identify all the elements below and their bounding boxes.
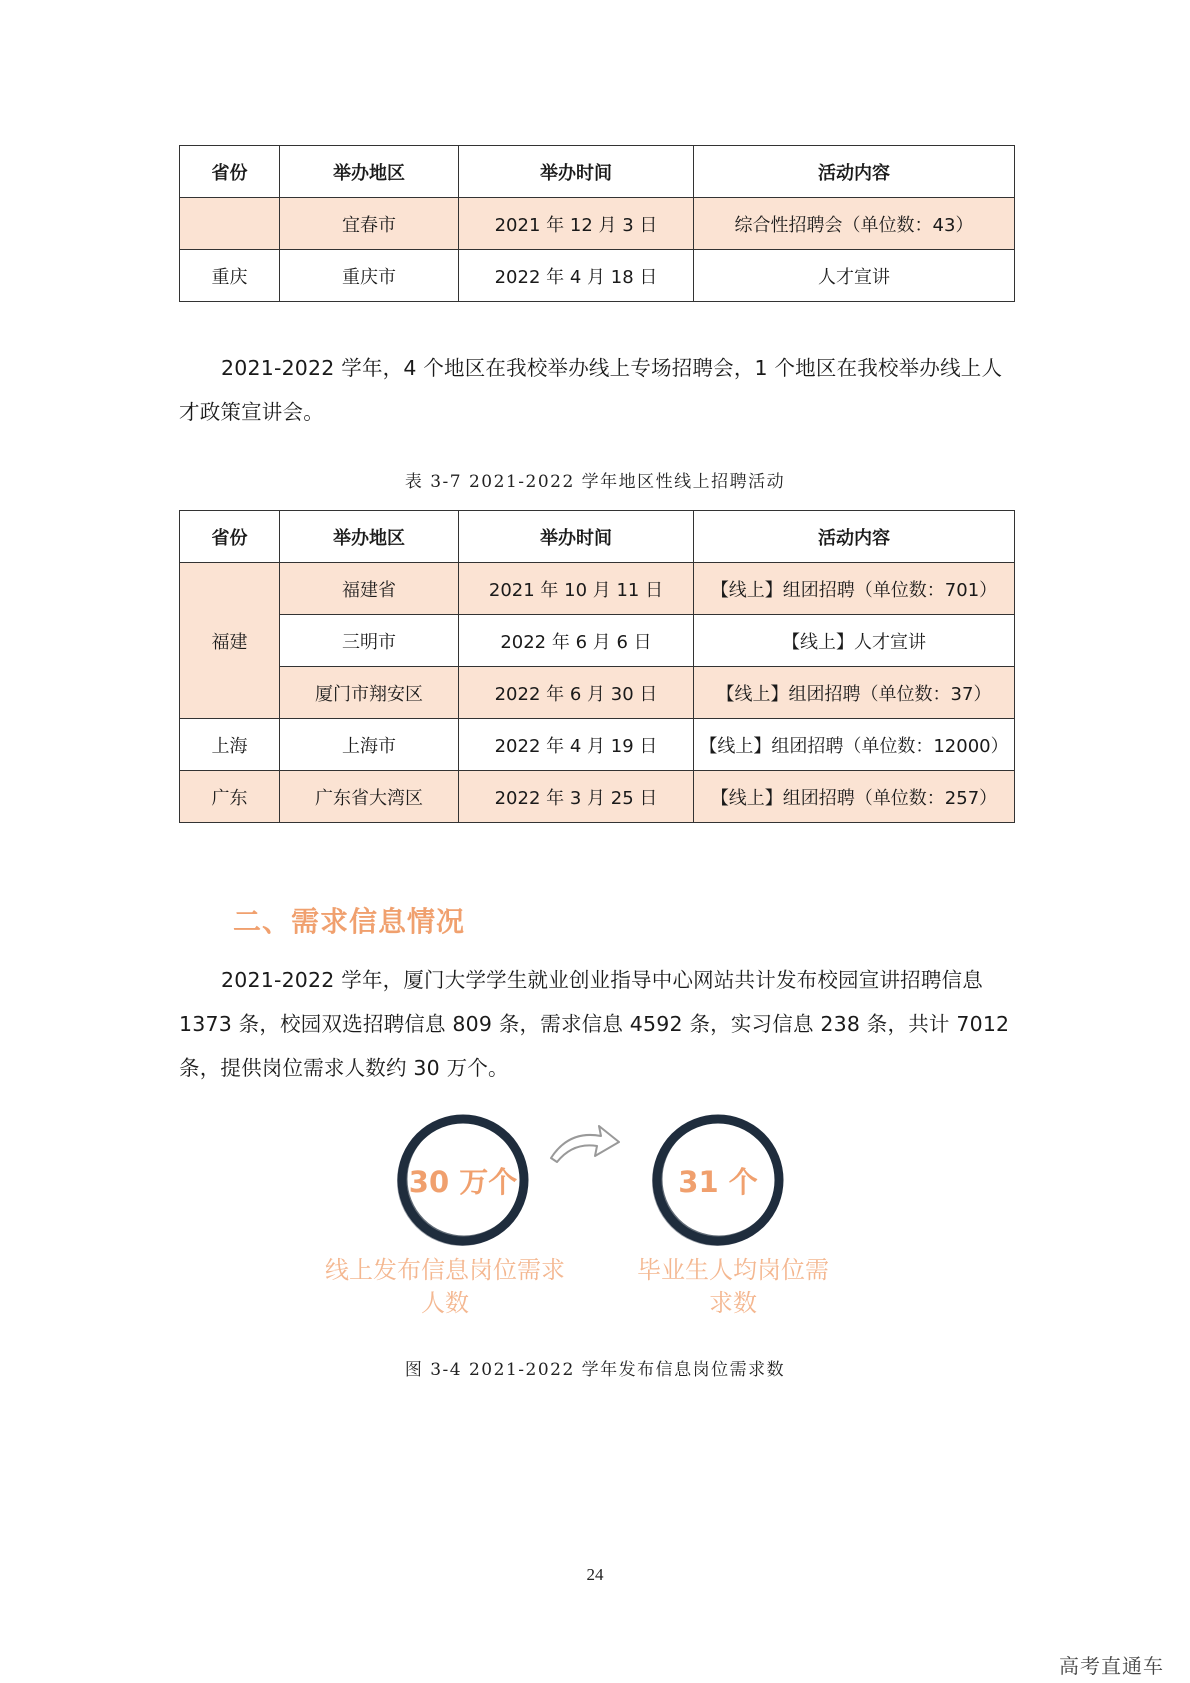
ring-value: 30 万个 <box>408 1164 518 1199</box>
ring-value: 31 个 <box>678 1164 758 1199</box>
header-content: 活动内容 <box>694 146 1015 198</box>
cell-region: 广东省大湾区 <box>280 771 459 823</box>
table-caption: 表 3-7 2021-2022 学年地区性线上招聘活动 <box>404 472 786 492</box>
table-row <box>180 250 1015 302</box>
cell-date: 2022 年 4 月 18 日 <box>459 250 694 302</box>
online-recruitment-table <box>179 510 1015 823</box>
ring-right-label: 毕业生人均岗位需求数 <box>637 1256 829 1317</box>
cell-content: 【线上】组团招聘（单位数：12000） <box>694 719 1015 771</box>
header-region: 举办地区 <box>280 511 459 563</box>
section-title: 二、需求信息情况 <box>233 905 466 938</box>
cell-content: 人才宣讲 <box>694 250 1015 302</box>
cell-region: 三明市 <box>280 615 459 667</box>
figure-caption: 图 3-4 2021-2022 学年发布信息岗位需求数 <box>404 1360 786 1380</box>
cell-content: 【线上】组团招聘（单位数：37） <box>694 667 1015 719</box>
curved-arrow-icon <box>545 1120 625 1166</box>
cell-date: 2021 年 10 月 11 日 <box>459 563 694 615</box>
table-row <box>180 563 1015 615</box>
cell-date: 2022 年 3 月 25 日 <box>459 771 694 823</box>
cell-content: 【线上】人才宣讲 <box>694 615 1015 667</box>
watermark: 高考直通车 <box>1059 1654 1164 1678</box>
cell-content: 【线上】组团招聘（单位数：701） <box>694 563 1015 615</box>
cell-region: 重庆市 <box>280 250 459 302</box>
cell-date: 2022 年 6 月 30 日 <box>459 667 694 719</box>
cell-province: 上海 <box>180 719 280 771</box>
cell-province: 重庆 <box>180 250 280 302</box>
cell-date: 2021 年 12 月 3 日 <box>459 198 694 250</box>
header-province: 省份 <box>180 511 280 563</box>
table-row <box>180 719 1015 771</box>
cell-content: 【线上】组团招聘（单位数：257） <box>694 771 1015 823</box>
table-row <box>180 615 1015 667</box>
table-row <box>180 198 1015 250</box>
activity-table-continued <box>179 145 1015 302</box>
paragraph-online-events: 2021-2022 学年，4 个地区在我校举办线上专场招聘会，1 个地区在我校举办线上人才政策宣讲会。 <box>179 356 1003 424</box>
ring-left-label: 线上发布信息岗位需求人数 <box>325 1256 565 1317</box>
table-header-row <box>180 146 1015 198</box>
cell-date: 2022 年 4 月 19 日 <box>459 719 694 771</box>
cell-region: 上海市 <box>280 719 459 771</box>
header-content: 活动内容 <box>694 511 1015 563</box>
header-date: 举办时间 <box>459 511 694 563</box>
header-date: 举办时间 <box>459 146 694 198</box>
cell-date: 2022 年 6 月 6 日 <box>459 615 694 667</box>
cell-province <box>180 198 280 250</box>
cell-province: 福建 <box>180 563 280 719</box>
table-row <box>180 771 1015 823</box>
ring-left <box>393 1110 533 1250</box>
cell-region: 宜春市 <box>280 198 459 250</box>
cell-region: 厦门市翔安区 <box>280 667 459 719</box>
paragraph-demand-info: 2021-2022 学年，厦门大学学生就业创业指导中心网站共计发布校园宣讲招聘信息 1373 条，校园双选招聘信息 809 条，需求信息 4592 条，实习信息 238 条，共计 7012 条，提供岗位需求人数约 30 万个。 <box>179 968 1010 1080</box>
cell-region: 福建省 <box>280 563 459 615</box>
cell-province: 广东 <box>180 771 280 823</box>
table-row <box>180 667 1015 719</box>
page-number: 24 <box>586 1565 604 1584</box>
ring-right <box>648 1110 788 1250</box>
table-header-row <box>180 511 1015 563</box>
cell-content: 综合性招聘会（单位数：43） <box>694 198 1015 250</box>
header-region: 举办地区 <box>280 146 459 198</box>
header-province: 省份 <box>180 146 280 198</box>
